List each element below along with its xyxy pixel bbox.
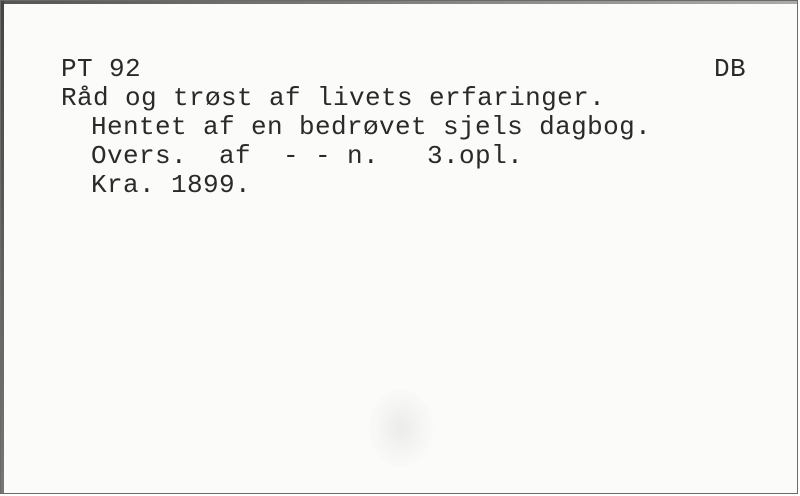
paper-smudge xyxy=(369,389,433,467)
imprint-line: Kra. 1899. xyxy=(91,170,252,200)
translator-edition-line: Overs. af - - n. 3.opl. xyxy=(91,141,524,171)
call-number: PT 92 xyxy=(61,54,142,84)
library-code: DB xyxy=(714,54,747,84)
subtitle-line: Hentet af en bedrøvet sjels dagbog. xyxy=(91,112,652,142)
title-line: Råd og trøst af livets erfaringer. xyxy=(61,83,606,113)
